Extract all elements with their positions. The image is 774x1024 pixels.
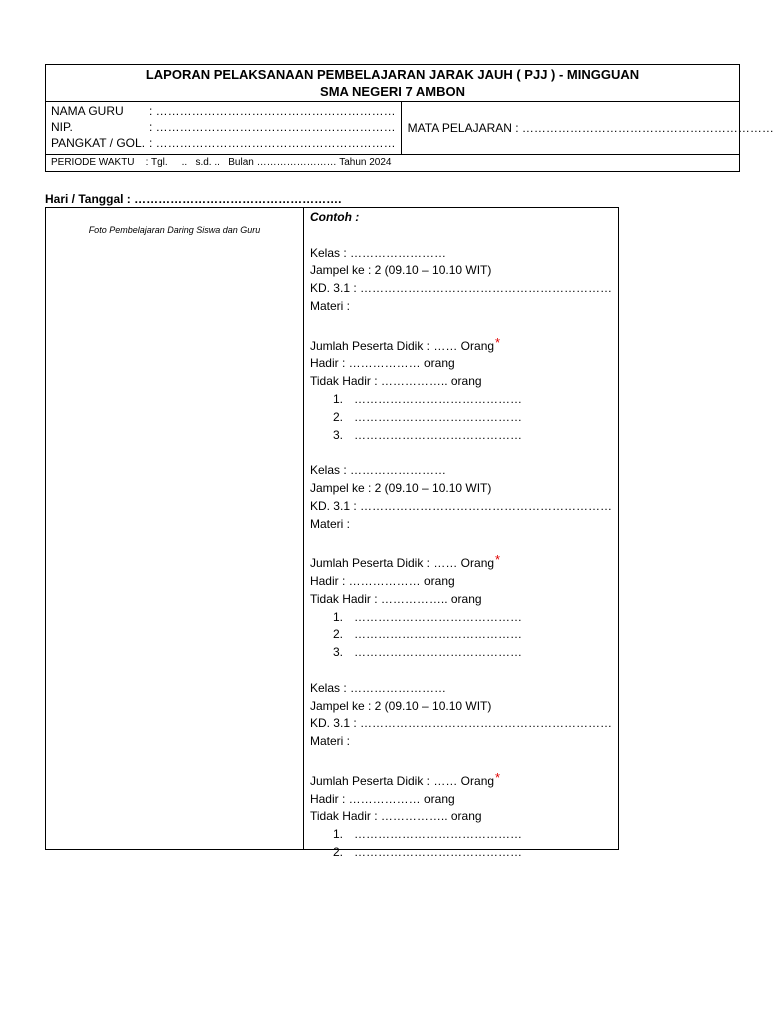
materi-line: Materi : xyxy=(309,516,350,531)
list-item xyxy=(310,826,612,844)
list-item xyxy=(310,609,612,627)
list-text: …………………………………… xyxy=(353,627,522,642)
spacer xyxy=(310,662,612,680)
required-asterisk-icon: * xyxy=(495,769,501,785)
field-value: : …………………………………………………… xyxy=(149,120,396,134)
tidak-hadir-line: Tidak Hadir : …………….. orang xyxy=(309,591,482,606)
list-text: …………………………………… xyxy=(353,609,522,624)
list-number: 2. xyxy=(332,844,343,859)
hadir-line: Hadir : ……………… orang xyxy=(309,573,455,588)
list-number: 2. xyxy=(332,627,343,642)
class-block xyxy=(310,680,612,862)
list-item xyxy=(310,427,612,445)
kelas-line: Kelas : …………………… xyxy=(309,463,446,478)
jampel-line: Jampel ke : 2 (09.10 – 10.10 WIT) xyxy=(309,263,492,278)
kd-line: KD. 3.1 : ……………………………………………………… xyxy=(309,716,612,731)
report-title-line1: LAPORAN PELAKSANAAN PEMBELAJARAN JARAK JAUH ( PJJ ) - MINGGUAN xyxy=(145,67,640,82)
list-text: …………………………………… xyxy=(353,827,522,842)
list-number: 3. xyxy=(332,645,343,660)
kd-line: KD. 3.1 : ……………………………………………………… xyxy=(309,281,612,296)
field-label: PANGKAT / GOL. xyxy=(51,136,146,150)
field-nip xyxy=(51,119,396,135)
list-text: …………………………………… xyxy=(353,844,522,859)
teacher-info-row xyxy=(46,102,774,155)
jumlah-text: Jumlah Peserta Didik : …… Orang xyxy=(309,556,495,571)
class-block xyxy=(310,245,612,445)
tidak-hadir-line: Tidak Hadir : …………….. orang xyxy=(309,374,482,389)
daily-report-table xyxy=(45,207,619,859)
field-mata-pelajaran: MATA PELAJARAN : ……………………………………………………… xyxy=(407,121,774,135)
jumlah-line xyxy=(310,551,612,573)
list-text: …………………………………… xyxy=(353,645,522,660)
field-value: : …………………………………………………… xyxy=(149,104,396,118)
report-title-line2: SMA NEGERI 7 AMBON xyxy=(320,84,465,99)
materi-line: Materi : xyxy=(309,734,350,749)
hadir-line: Hadir : ……………… orang xyxy=(309,791,455,806)
required-asterisk-icon: * xyxy=(495,334,501,350)
list-item xyxy=(310,391,612,409)
jampel-line: Jampel ke : 2 (09.10 – 10.10 WIT) xyxy=(309,698,492,713)
spacer xyxy=(310,444,612,462)
hadir-line: Hadir : ……………… orang xyxy=(309,356,455,371)
list-item xyxy=(310,844,612,862)
content-cell xyxy=(304,208,618,859)
teacher-info-fields xyxy=(46,102,402,154)
jampel-line: Jampel ke : 2 (09.10 – 10.10 WIT) xyxy=(309,480,492,495)
jumlah-line xyxy=(310,334,612,356)
list-text: …………………………………… xyxy=(353,427,522,442)
kelas-line: Kelas : …………………… xyxy=(309,245,446,260)
class-block xyxy=(310,462,612,662)
list-number: 2. xyxy=(332,409,343,424)
spacer xyxy=(310,533,612,551)
spacer xyxy=(310,751,612,769)
materi-line: Materi : xyxy=(309,298,350,313)
list-text: …………………………………… xyxy=(353,391,522,406)
field-label: NAMA GURU xyxy=(51,104,124,118)
list-item xyxy=(310,644,612,662)
list-number: 3. xyxy=(332,427,343,442)
kelas-line: Kelas : …………………… xyxy=(309,680,446,695)
report-title xyxy=(46,65,739,102)
list-item xyxy=(310,409,612,427)
spacer xyxy=(310,227,612,245)
hari-tanggal: Hari / Tanggal : ……………………………………………. xyxy=(45,192,342,206)
jumlah-line xyxy=(310,769,612,791)
required-asterisk-icon: * xyxy=(495,552,501,568)
photo-cell xyxy=(46,208,304,849)
spacer xyxy=(310,316,612,334)
report-header-table xyxy=(45,64,774,172)
jumlah-text: Jumlah Peserta Didik : …… Orang xyxy=(309,338,495,353)
tidak-hadir-line: Tidak Hadir : …………….. orang xyxy=(309,809,482,824)
kd-line: KD. 3.1 : ……………………………………………………… xyxy=(309,498,612,513)
field-value: : …………………………………………………… xyxy=(149,136,396,150)
list-number: 1. xyxy=(332,827,343,842)
field-periode-waktu: PERIODE WAKTU : Tgl. .. s.d. .. Bulan …………………… Tahun 2024 xyxy=(51,157,392,168)
list-text: …………………………………… xyxy=(353,409,522,424)
list-number: 1. xyxy=(332,609,343,624)
list-item xyxy=(310,626,612,644)
photo-caption: Foto Pembelajaran Daring Siswa dan Guru xyxy=(88,225,261,235)
list-number: 1. xyxy=(332,391,343,406)
contoh-label: Contoh : xyxy=(309,210,360,224)
field-label: NIP. xyxy=(51,120,73,134)
field-pangkat xyxy=(51,135,396,151)
field-nama-guru xyxy=(51,103,396,119)
jumlah-text: Jumlah Peserta Didik : …… Orang xyxy=(309,773,495,788)
